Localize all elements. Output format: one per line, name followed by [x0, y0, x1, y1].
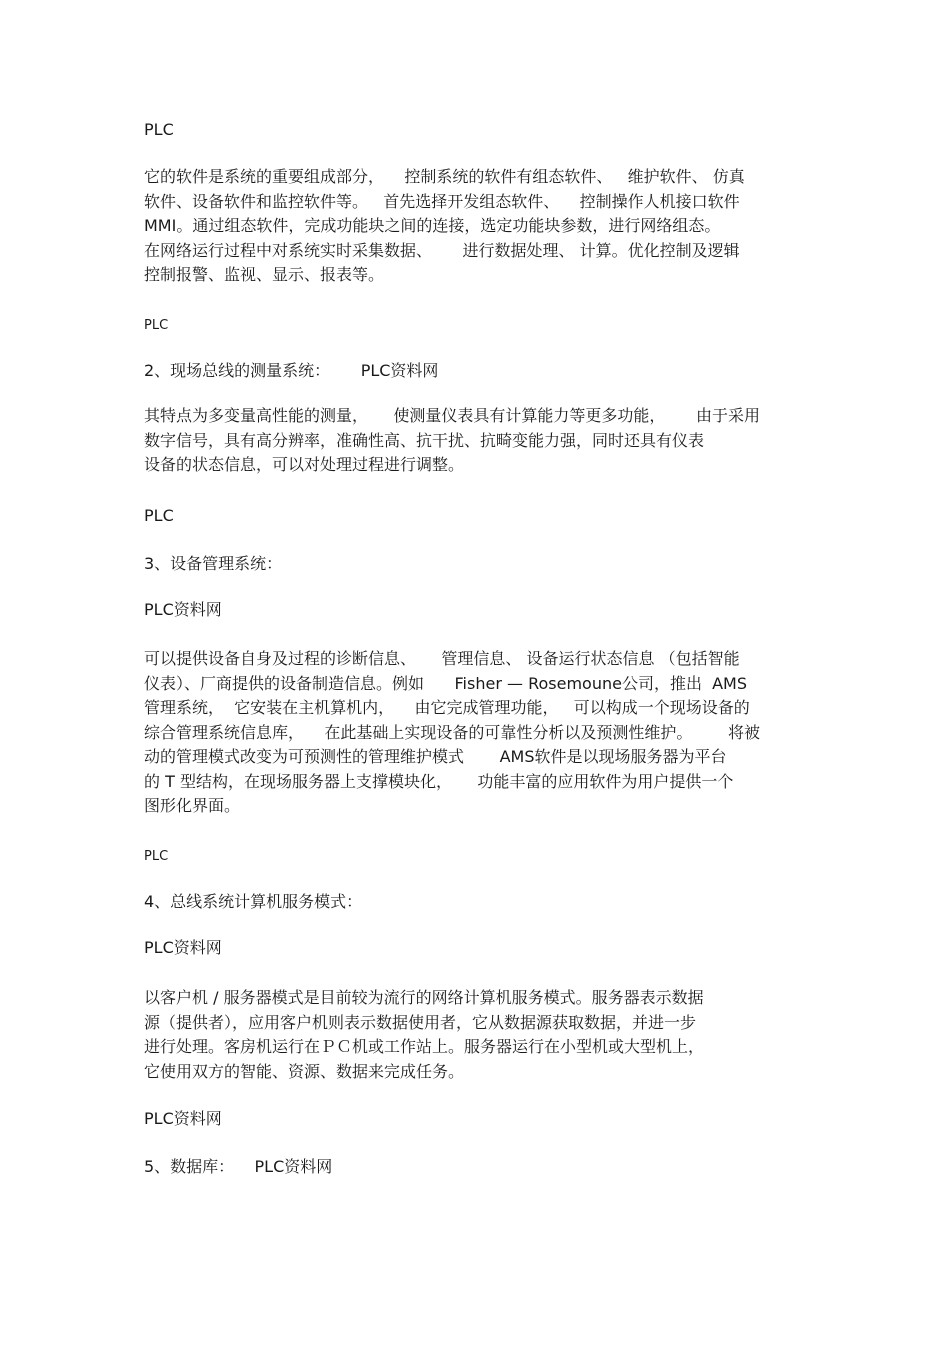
section-heading-3	[144, 552, 814, 577]
text-line: PLC	[144, 318, 169, 333]
label-plc-site-2	[144, 936, 814, 961]
label-plc-site-3	[144, 1107, 814, 1132]
paragraph-device-management	[144, 647, 814, 819]
section-heading-4	[144, 890, 814, 915]
heading-plc-2	[144, 504, 814, 529]
text-line: 动的管理模式改变为可预测性的管理维护模式 AMS软件是以现场服务器为平台	[144, 747, 727, 766]
text-line: 5、数据库： PLC资料网	[144, 1157, 333, 1176]
text-line: MMI。通过组态软件，完成功能块之间的连接，选定功能块参数，进行网络组态。	[144, 216, 721, 235]
paragraph-client-server	[144, 986, 814, 1084]
text-line: 仪表）、厂商提供的设备制造信息。例如 Fisher — Rosemoune公司，推出 AMS	[144, 673, 748, 693]
section-heading-2	[144, 359, 814, 384]
text-line: 4、总线系统计算机服务模式：	[144, 892, 363, 911]
label-plc-site-1	[144, 598, 814, 623]
paragraph-software	[144, 165, 814, 288]
text-line: PLC	[144, 120, 174, 139]
text-line: 数字信号，具有高分辨率，准确性高、抗干扰、抗畸变能力强，同时还具有仪表	[144, 430, 705, 450]
text-line: 其特点为多变量高性能的测量， 使测量仪表具有计算能力等更多功能， 由于采用	[144, 406, 760, 425]
text-line: PLC资料网	[144, 1109, 222, 1128]
text-line: 以客户机 / 服务器模式是目前较为流行的网络计算机服务模式。服务器表示数据	[144, 988, 704, 1007]
text-line: 3、设备管理系统：	[144, 554, 283, 573]
paragraph-measurement	[144, 404, 814, 478]
text-line: 它使用双方的智能、资源、数据来完成任务。	[144, 1061, 465, 1081]
text-line: 它的软件是系统的重要组成部分， 控制系统的软件有组态软件、 维护软件、 仿真	[144, 167, 745, 186]
section-heading-5	[144, 1155, 814, 1180]
text-line: 软件、设备软件和监控软件等。 首先选择开发组态软件、 控制操作人机接口软件	[144, 191, 740, 211]
text-line: 的 T 型结构，在现场服务器上支撑模块化， 功能丰富的应用软件为用户提供一个	[144, 771, 734, 791]
text-line: 设备的状态信息，可以对处理过程进行调整。	[144, 455, 465, 474]
label-plc-small-1	[144, 314, 814, 339]
text-line: 综合管理系统信息库， 在此基础上实现设备的可靠性分析以及预测性维护。 将被	[144, 722, 760, 742]
text-line: 进行处理。客房机运行在ＰＣ机或工作站上。服务器运行在小型机或大型机上，	[144, 1037, 705, 1056]
text-line: PLC资料网	[144, 938, 222, 957]
heading-plc-1	[144, 118, 814, 143]
text-line: PLC资料网	[144, 600, 222, 619]
text-line: 2、现场总线的测量系统： PLC资料网	[144, 361, 439, 380]
label-plc-small-2	[144, 845, 814, 870]
text-line: 控制报警、监视、显示、报表等。	[144, 265, 385, 284]
text-line: PLC	[144, 506, 174, 525]
text-line: 源（提供者），应用客户机则表示数据使用者，它从数据源获取数据，并进一步	[144, 1012, 697, 1032]
text-line: 在网络运行过程中对系统实时采集数据、 进行数据处理、 计算。优化控制及逻辑	[144, 240, 740, 260]
text-line: 管理系统， 它安装在主机算机内， 由它完成管理功能， 可以构成一个现场设备的	[144, 698, 750, 717]
text-line: 图形化界面。	[144, 796, 241, 815]
text-line: 可以提供设备自身及过程的诊断信息、 管理信息、 设备运行状态信息 （包括智能	[144, 649, 740, 668]
text-line: PLC	[144, 849, 169, 864]
